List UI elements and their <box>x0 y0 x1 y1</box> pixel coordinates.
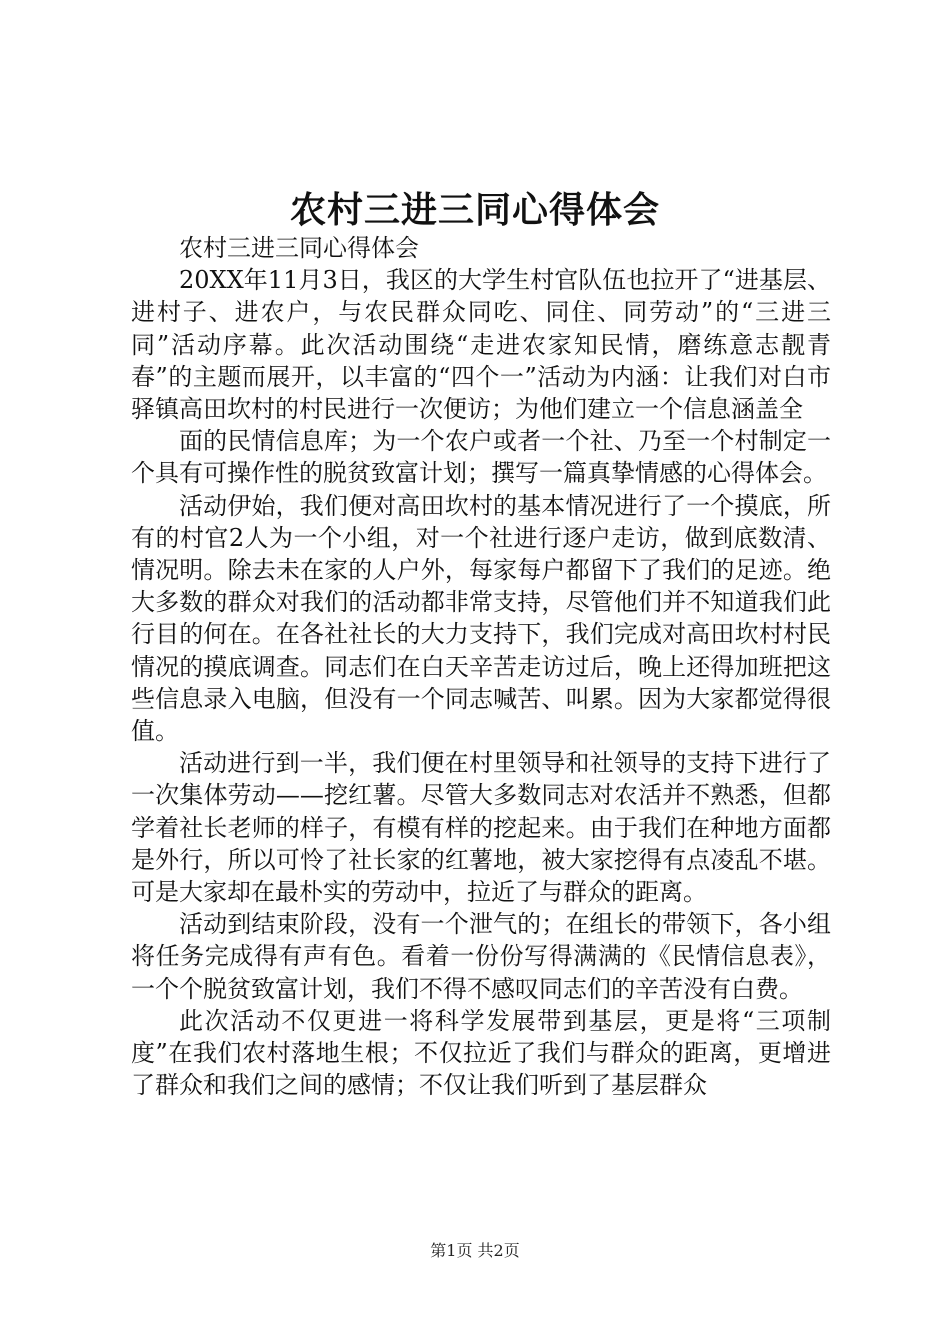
page-number-footer: 第1页 共2页 <box>430 1241 520 1260</box>
paragraph-intro: 20XX年11月3日，我区的大学生村官队伍也拉开了“进基层、进村子、进农户，与农民群众同吃、同住、同劳动”的“三进三同”活动序幕。此次活动围绕“走进农家知民情，磨练意志靓青春”的主题而展开，以丰富的“四个一”活动为内涵：让我们对白市驿镇高田坎村的村民进行一次便访；为他们建立一个信息涵盖全 <box>131 266 831 424</box>
paragraph-labor: 活动进行到一半，我们便在村里领导和社领导的支持下进行了一次集体劳动——挖红薯。尽管大多数同志对农活并不熟悉，但都学着社长老师的样子，有模有样的挖起来。由于我们在种地方面都是外行，所以可怜了社长家的红薯地，被大家挖得有点凌乱不堪。可是大家却在最朴实的劳动中，拉近了与群众的距离。 <box>131 749 831 907</box>
paragraph-four-ones: 面的民情信息库；为一个农户或者一个社、乃至一个村制定一个具有可操作性的脱贫致富计划；撰写一篇真挚情感的心得体会。 <box>131 427 831 488</box>
document-body <box>131 232 831 1101</box>
paragraph-survey: 活动伊始，我们便对高田坎村的基本情况进行了一个摸底，所有的村官2人为一个小组，对一个社进行逐户走访，做到底数清、情况明。除去未在家的人户外，每家每户都留下了我们的足迹。绝大多数的群众对我们的活动都非常支持，尽管他们并不知道我们此行目的何在。在各社社长的大力支持下，我们完成对高田坎村村民情况的摸底调查。同志们在白天辛苦走访过后，晚上还得加班把这些信息录入电脑，但没有一个同志喊苦、叫累。因为大家都觉得很值。 <box>131 491 831 746</box>
paragraph-subtitle: 农村三进三同心得体会 <box>179 234 419 262</box>
paragraph-conclusion: 活动到结束阶段，没有一个泄气的；在组长的带领下，各小组将任务完成得有声有色。看着一份份写得满满的《民情信息表》，一个个脱贫致富计划，我们不得不感叹同志们的辛苦没有白费。 <box>131 910 831 1003</box>
paragraph-significance: 此次活动不仅更进一将科学发展带到基层，更是将“三项制度”在我们农村落地生根；不仅拉近了我们与群众的距离，更增进了群众和我们之间的感情；不仅让我们听到了基层群众 <box>131 1006 831 1100</box>
document-title: 农村三进三同心得体会 <box>289 189 660 231</box>
